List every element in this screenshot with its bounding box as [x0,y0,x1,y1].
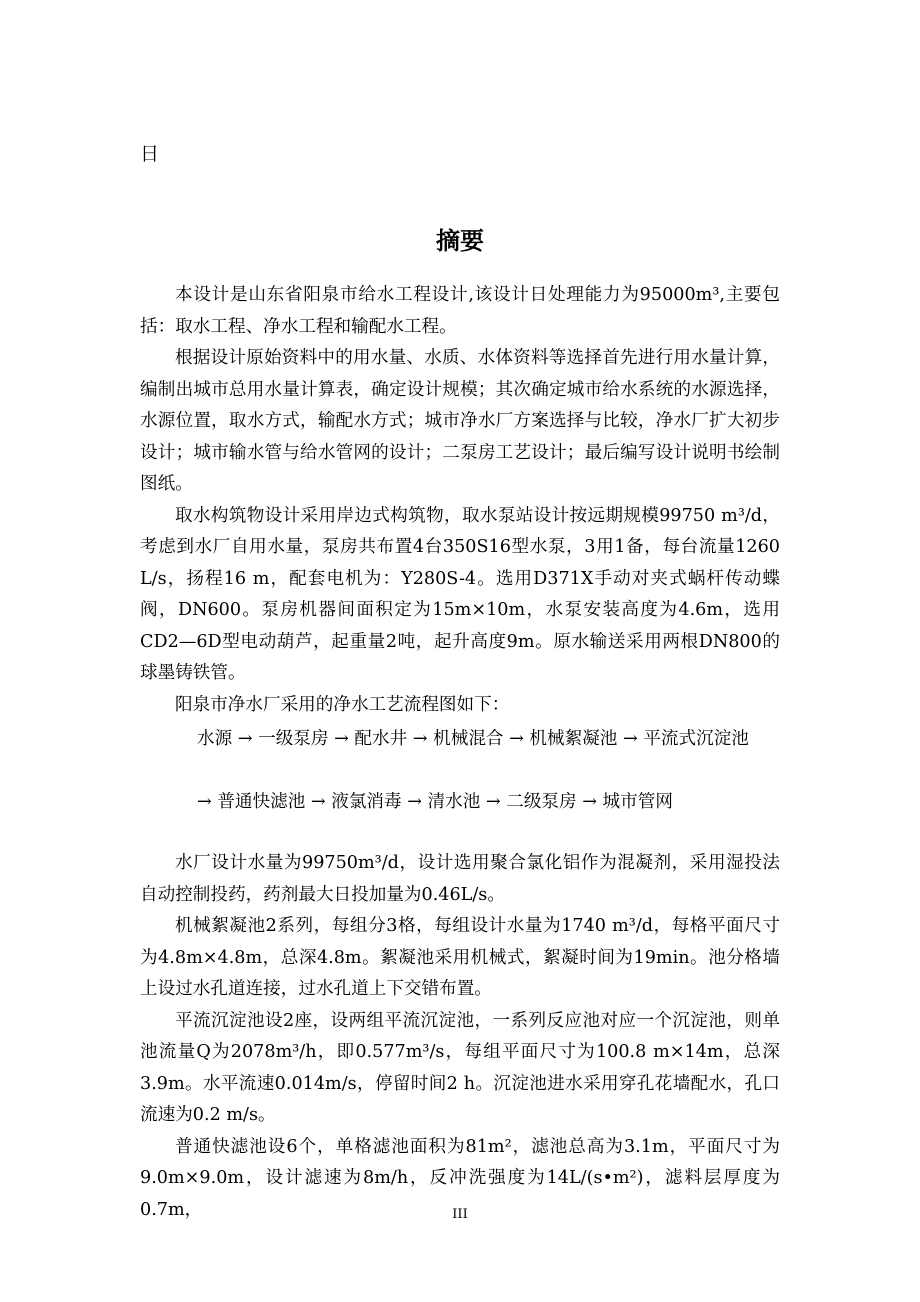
page-number: III [452,1207,468,1222]
flow-spacer [140,818,780,848]
paragraph-flocculation: 机械絮凝池2系列，每组分3格，每组设计水量为1740 m³/d，每格平面尺寸为4.8m×4.8m，总深4.8m。絮凝池采用机械式，絮凝时间为19min。池分格墙上设过水孔道连接，过水孔道上下交错布置。 [140,916,780,999]
process-flow-line-1: 水源 → 一级泵房 → 配水井 → 机械混合 → 机械絮凝池 → 平流式沉淀池 [197,729,749,749]
header-fragment: 日 [140,143,160,165]
paragraph-design-steps: 根据设计原始资料中的用水量、水质、水体资料等选择首先进行用水量计算，编制出城市总用水量计算表，确定设计规模；其次确定城市给水系统的水源选择，水源位置，取水方式，输配水方式；城市净水厂方案选择与比较，净水厂扩大初步设计；城市输水管与给水管网的设计；二泵房工艺设计；最后编写设计说明书绘制图纸。 [140,348,780,494]
paragraph-process-intro: 阳泉市净水厂采用的净水工艺流程图如下： [175,694,510,715]
paragraph-coagulant: 水厂设计水量为99750m³/d，设计选用聚合氯化铝作为混凝剂，采用湿投法自动控制投药，药剂最大日投加量为0.46L/s。 [140,853,780,905]
abstract-body [140,280,780,1226]
paragraph-sedimentation: 平流沉淀池设2座，设两组平流沉淀池，一系列反应池对应一个沉淀池，则单池流量Q为2078m³/h，即0.577m³/s，每组平面尺寸为100.8 m×14m，总深3.9m。水平流速0.014m/s，停留时间2 h。沉淀池进水采用穿孔花墙配水，孔口流速为0.2 m/s。 [140,1010,780,1125]
paragraph-intake: 取水构筑物设计采用岸边式构筑物，取水泵站设计按远期规模99750 m³/d，考虑到水厂自用水量，泵房共布置4台350S16型水泵，3用1备，每台流量1260 L/s，扬程16 m，配套电机为：Y280S-4。选用D371X手动对夹式蜗杆传动蝶阀，DN600。泵房机器间面积定为15m×10m，水泵安装高度为4.6m，选用CD2—6D型电动葫芦，起重量2吨，起升高度9m。原水输送采用两根DN800的球墨铸铁管。 [140,505,780,683]
paragraph-overview: 本设计是山东省阳泉市给水工程设计,该设计日处理能力为95000m³,主要包括：取水工程、净水工程和输配水工程。 [140,285,780,337]
abstract-title: 摘要 [436,227,484,255]
paragraph-filtration: 普通快滤池设6个，单格滤池面积为81m²，滤池总高为3.1m，平面尺寸为9.0m×9.0m，设计滤速为8m/h，反冲洗强度为14L/(s•m²)，滤料层厚度为0.7m， [140,1136,780,1220]
process-flow-line-2: → 普通快滤池 → 液氯消毒 → 清水池 → 二级泵房 → 城市管网 [197,791,673,812]
